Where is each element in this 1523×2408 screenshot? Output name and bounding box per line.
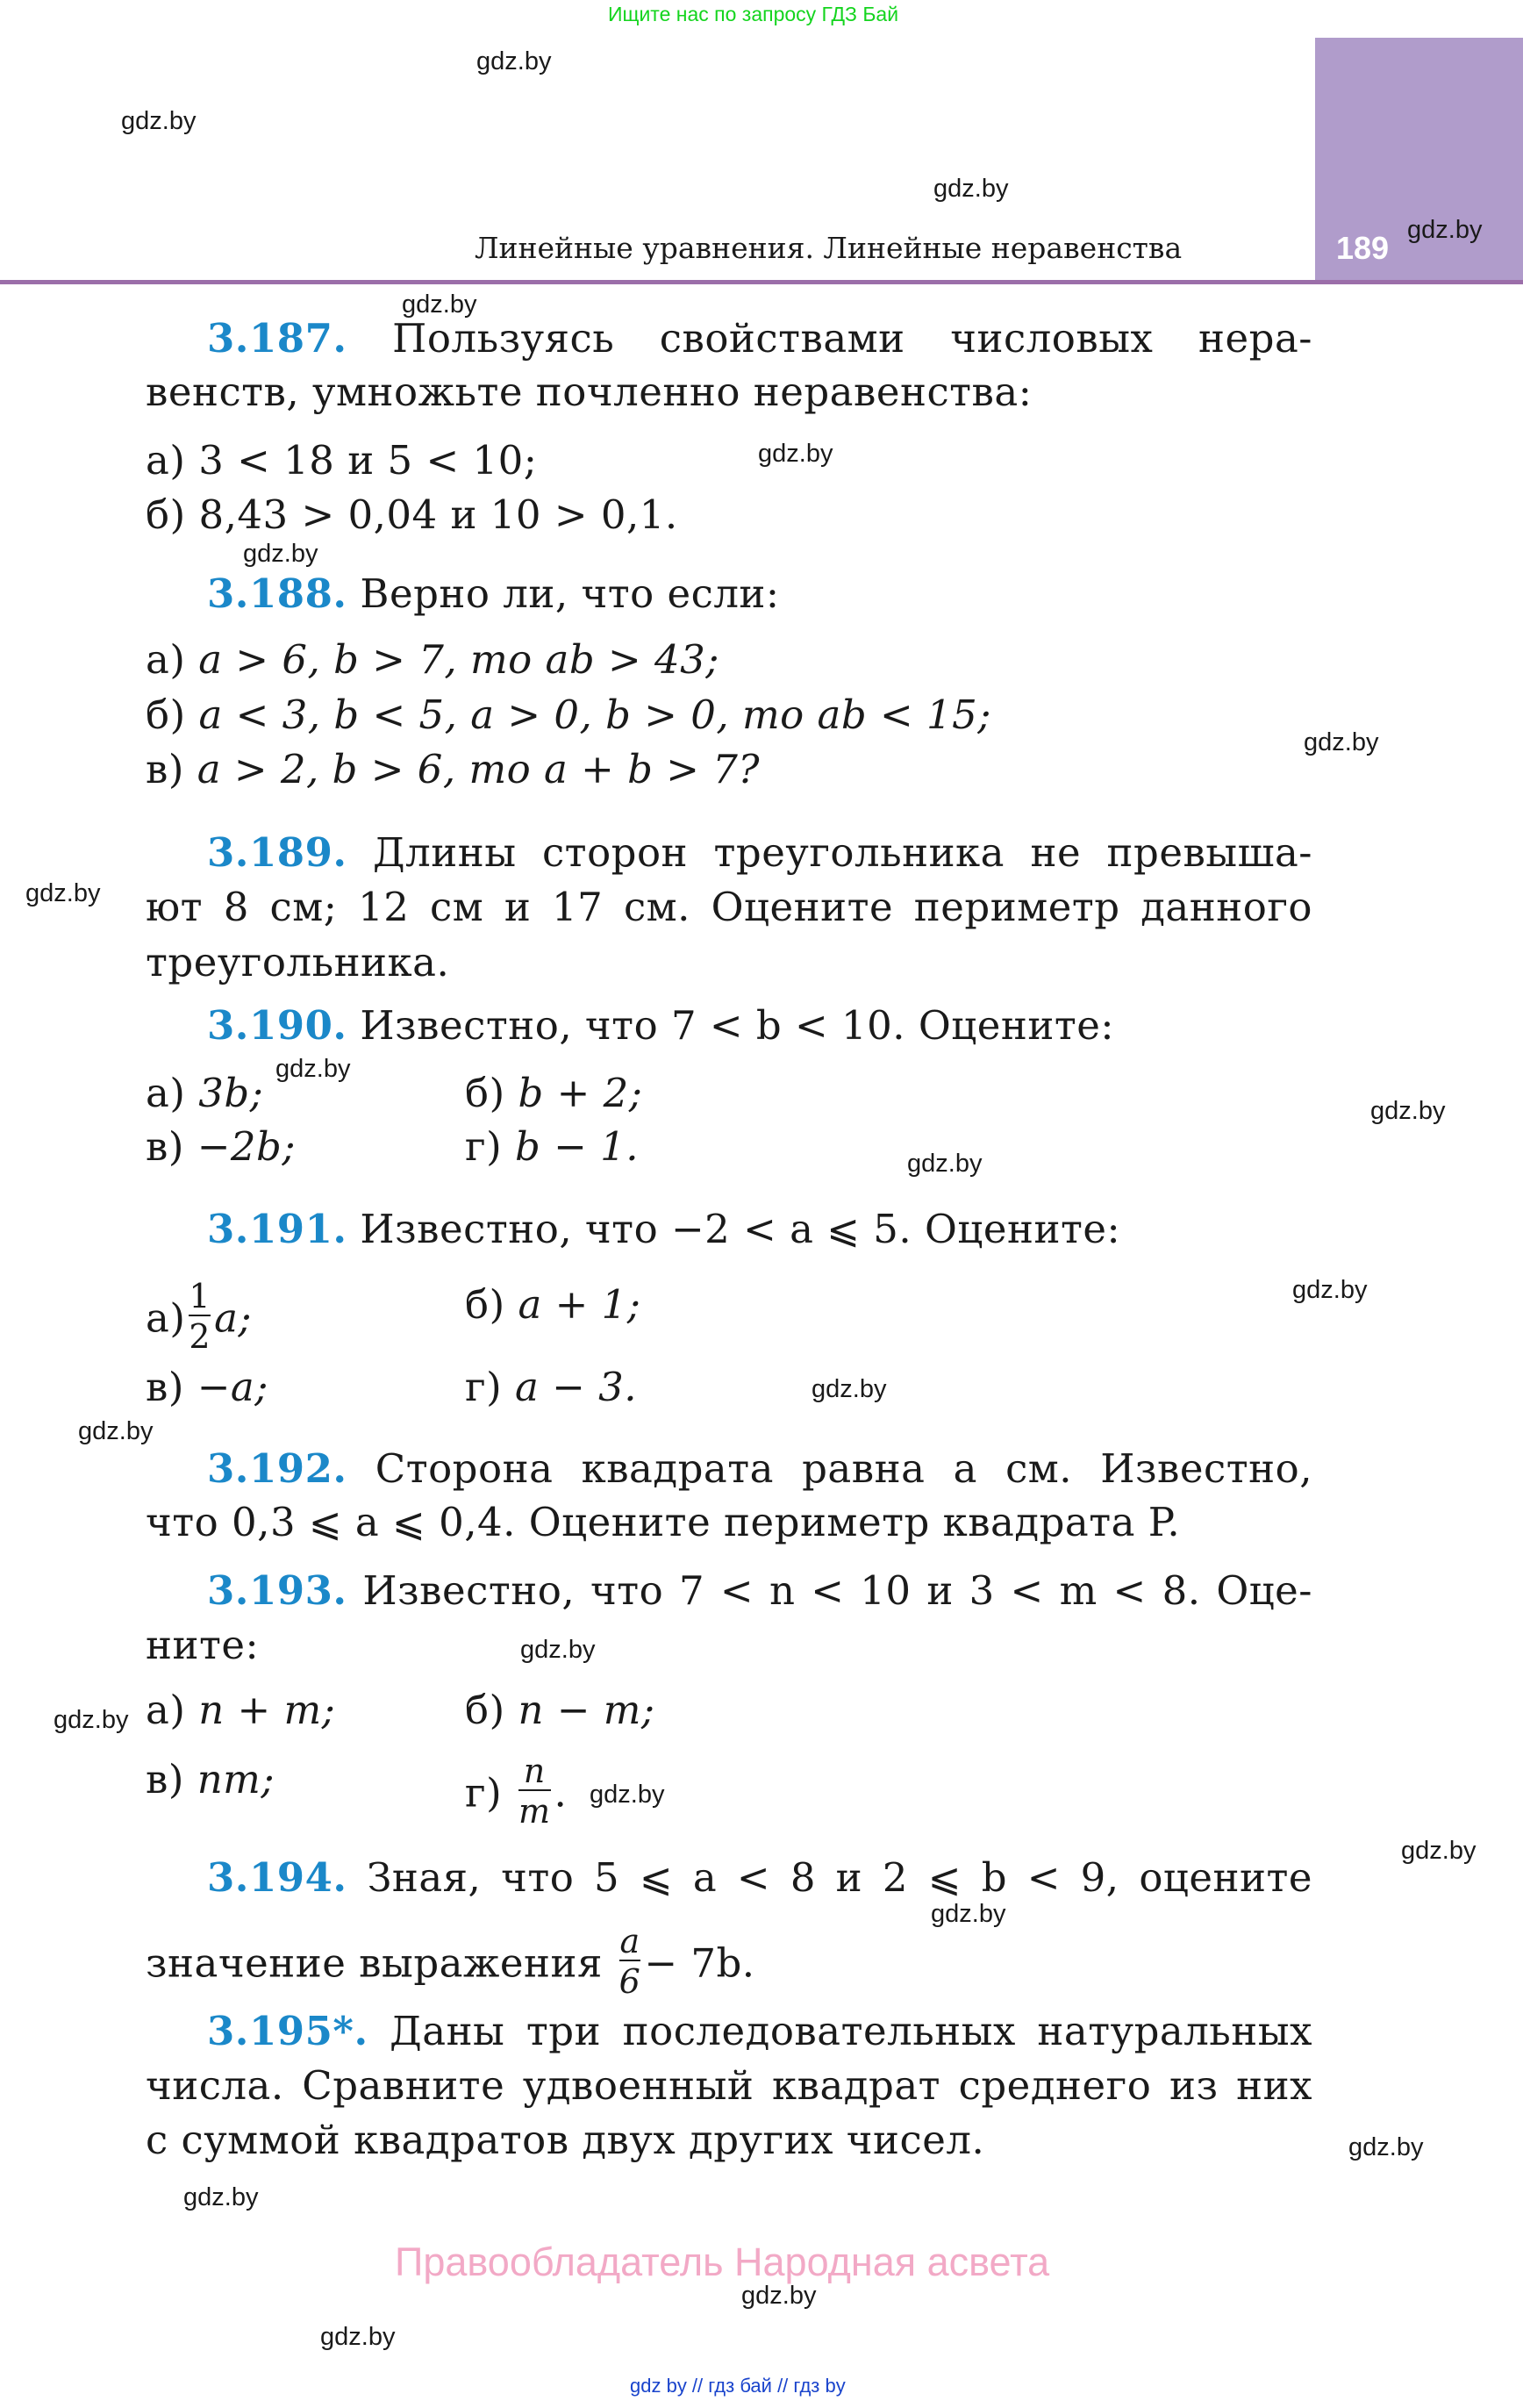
item-label: а) — [146, 437, 186, 484]
watermark: gdz.by — [1292, 1276, 1368, 1304]
item-label: в) — [146, 746, 184, 792]
watermark: gdz.by — [1304, 728, 1379, 756]
watermark: gdz.by — [54, 1706, 129, 1734]
problem-3-188-line-1 — [207, 570, 780, 617]
problem-3-192-line-1 — [207, 1445, 1312, 1492]
watermark: gdz.by — [1407, 216, 1483, 244]
item-label: б) — [146, 491, 186, 538]
problem-number: 3.191. — [207, 1206, 347, 1252]
problem-text: числа. Сравните удвоенный квадрат среднего из них — [146, 2062, 1312, 2109]
problem-text: ют 8 см; 12 см и 17 см. Оцените периметр данного — [146, 884, 1312, 930]
fraction — [618, 1922, 641, 2001]
watermark: gdz.by — [275, 1055, 351, 1083]
problem-3-190-item-b — [465, 1070, 643, 1116]
problem-text: Длины сторон треугольника не превыша- — [373, 829, 1312, 876]
fraction-denominator: m — [518, 1792, 551, 1831]
problem-number: 3.193. — [207, 1567, 347, 1614]
problem-number: 3.192. — [207, 1445, 347, 1492]
header-divider — [0, 280, 1523, 284]
problem-3-187-line-2: венств, умножьте почленно неравенства: — [146, 369, 1033, 415]
watermark: gdz.by — [758, 440, 833, 468]
watermark: gdz.by — [402, 290, 477, 319]
watermark: gdz.by — [243, 540, 318, 568]
problem-text: значение выражения — [146, 1939, 603, 1987]
problem-number: 3.187. — [207, 315, 347, 362]
item-expr: n + m; — [198, 1687, 336, 1733]
problem-3-193-item-d — [465, 1752, 568, 1833]
item-label: б) — [465, 1281, 505, 1328]
problem-3-195-line-3: с суммой квадратов двух других чисел. — [146, 2117, 985, 2163]
watermark: gdz.by — [741, 2282, 817, 2310]
problem-3-195-line-1 — [207, 2008, 1312, 2054]
watermark: gdz.by — [520, 1636, 596, 1664]
item-expr: −2b; — [197, 1123, 297, 1170]
item-expr: 8,43 > 0,04 и 10 > 0,1. — [198, 491, 678, 538]
problem-number: 3.195*. — [207, 2008, 368, 2054]
item-label: в) — [146, 1123, 184, 1170]
problem-number: 3.189. — [207, 829, 347, 876]
watermark: gdz.by — [1401, 1837, 1477, 1865]
problem-number: 3.194. — [207, 1854, 347, 1901]
problem-text: Даны три последовательных натуральных — [390, 2008, 1312, 2054]
item-label: г) — [465, 1364, 503, 1410]
watermark: gdz.by — [812, 1375, 887, 1403]
problem-number: 3.190. — [207, 1002, 347, 1049]
watermark: gdz.by — [183, 2183, 259, 2211]
watermark: gdz.by — [933, 175, 1009, 203]
problem-3-193-item-c — [146, 1756, 275, 1802]
item-label: а) — [146, 1070, 186, 1116]
footer-links: gdz by // гдз бай // гдз by — [630, 2375, 846, 2397]
problem-3-191-item-a — [146, 1277, 253, 1358]
watermark: gdz.by — [320, 2323, 396, 2351]
problem-3-193-line-1 — [207, 1567, 1312, 1614]
item-label: а) — [146, 636, 186, 683]
watermark: gdz.by — [1370, 1097, 1446, 1125]
problem-3-192-line-2: что 0,3 ⩽ a ⩽ 0,4. Оцените периметр квадрата P. — [146, 1499, 1181, 1545]
problem-3-189-line-1 — [207, 829, 1312, 876]
fraction-denominator: 2 — [189, 1317, 211, 1356]
problem-3-194-line-2 — [146, 1922, 755, 2003]
problem-3-193-item-b — [465, 1687, 655, 1733]
problem-3-191-item-d — [465, 1364, 638, 1410]
problem-3-191-item-c — [146, 1364, 268, 1410]
problem-3-193-item-a — [146, 1687, 336, 1733]
watermark: gdz.by — [78, 1417, 154, 1445]
problem-text: Сторона квадрата равна a см. Известно, — [375, 1445, 1312, 1492]
top-search-note: Ищите нас по запросу ГДЗ Бай — [608, 3, 899, 25]
item-expr: a > 2, b > 6, то a + b > 7? — [197, 746, 761, 792]
item-expr: a > 6, b > 7, то ab > 43; — [198, 636, 719, 683]
problem-3-193-line-2: ните: — [146, 1622, 260, 1668]
problem-3-187-line-1 — [207, 315, 1312, 362]
watermark: gdz.by — [590, 1781, 665, 1809]
problem-3-189-line-3: треугольника. — [146, 939, 450, 985]
item-label: б) — [146, 692, 186, 738]
problem-number: 3.188. — [207, 570, 347, 617]
item-expr: b − 1. — [514, 1123, 640, 1170]
item-expr: b + 2; — [518, 1070, 643, 1116]
page-number: 189 — [1336, 230, 1390, 266]
problem-3-194-line-1 — [207, 1854, 1312, 1901]
item-label: в) — [146, 1364, 184, 1410]
fraction-numerator: a — [619, 1922, 640, 1960]
item-expr: nm; — [197, 1756, 275, 1802]
problem-3-190-item-a — [146, 1070, 264, 1116]
problem-text: Известно, что 7 < b < 10. Оцените: — [360, 1002, 1115, 1049]
item-label: б) — [465, 1070, 505, 1116]
problem-3-189-line-2 — [146, 884, 1312, 930]
watermark: gdz.by — [1348, 2133, 1424, 2161]
problem-3-188-item-b — [146, 692, 991, 738]
item-expr: a + 1; — [518, 1281, 641, 1328]
problem-text: Известно, что 7 < n < 10 и 3 < m < 8. Оце- — [362, 1567, 1312, 1614]
problem-text: Зная, что 5 ⩽ a < 8 и 2 ⩽ b < 9, оцените — [367, 1854, 1312, 1901]
fraction-numerator: n — [523, 1752, 546, 1790]
fraction — [189, 1277, 211, 1356]
expression-tail: − 7b. — [644, 1939, 755, 1987]
item-expr: a; — [214, 1294, 253, 1342]
problem-3-195-line-2 — [146, 2062, 1312, 2109]
item-expr: . — [554, 1769, 568, 1817]
item-expr: 3 < 18 и 5 < 10; — [198, 437, 538, 484]
item-expr: n − m; — [518, 1687, 655, 1733]
problem-3-188-item-c — [146, 746, 761, 792]
item-label: а) — [146, 1687, 186, 1733]
fraction — [518, 1752, 551, 1831]
watermark: gdz.by — [121, 107, 197, 135]
item-expr: a − 3. — [514, 1364, 638, 1410]
problem-3-188-item-a — [146, 636, 719, 683]
item-expr: 3b; — [198, 1070, 264, 1116]
item-expr: −a; — [197, 1364, 268, 1410]
watermark: gdz.by — [907, 1150, 983, 1178]
watermark: gdz.by — [476, 47, 552, 75]
copyright-notice: Правообладатель Народная асвета — [395, 2240, 1050, 2284]
item-label: б) — [465, 1687, 505, 1733]
fraction-numerator: 1 — [189, 1277, 211, 1315]
item-label: в) — [146, 1756, 184, 1802]
chapter-title: Линейные уравнения. Линейные неравенства — [475, 231, 1183, 265]
watermark: gdz.by — [931, 1900, 1006, 1928]
watermark: gdz.by — [25, 879, 101, 907]
problem-3-187-item-a — [146, 437, 538, 484]
problem-3-190-item-c — [146, 1123, 297, 1170]
problem-text: Пользуясь свойствами числовых нера- — [392, 315, 1312, 362]
item-label: г) — [465, 1123, 503, 1170]
problem-3-187-item-b — [146, 491, 678, 538]
problem-3-190-line-1 — [207, 1002, 1115, 1049]
item-label: г) — [465, 1769, 503, 1817]
problem-3-191-item-b — [465, 1281, 641, 1328]
problem-text: Известно, что −2 < a ⩽ 5. Оцените: — [360, 1206, 1121, 1252]
problem-3-190-item-d — [465, 1123, 640, 1170]
fraction-denominator: 6 — [618, 1962, 641, 2001]
problem-3-191-line-1 — [207, 1206, 1121, 1252]
problem-text: Верно ли, что если: — [360, 570, 780, 617]
item-expr: a < 3, b < 5, a > 0, b > 0, то ab < 15; — [198, 692, 991, 738]
item-label: а) — [146, 1294, 186, 1342]
